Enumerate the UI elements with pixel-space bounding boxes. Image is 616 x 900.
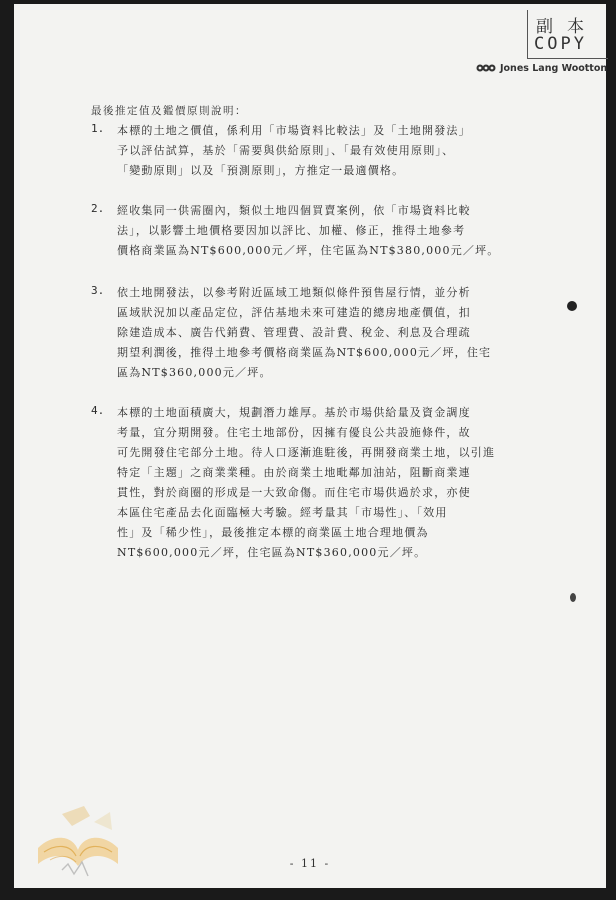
brand-logo-icon [476, 62, 496, 74]
copy-stamp-english: COPY [534, 34, 587, 54]
item-line: 法」，以影響土地價格要因加以評比、加權、修正，推得土地參考 [117, 224, 466, 237]
item-line: 期望利潤後，推得土地參考價格商業區為NT$600,000元／坪，住宅 [117, 346, 492, 359]
item-number: 3. [91, 284, 105, 297]
item-number: 4. [91, 404, 105, 417]
item-number: 1. [91, 122, 105, 135]
item-line: 可先開發住宅部分土地。待人口逐漸進駐後，再開發商業土地，以引進 [117, 446, 496, 459]
item-number: 2. [91, 202, 105, 215]
item-line: 區域狀況加以產品定位，評估基地未來可建造的總房地產價值，扣 [117, 306, 471, 319]
binder-hole-mark [567, 301, 577, 311]
section-heading: 最後推定值及鑑價原則說明： [91, 105, 247, 117]
item-line: 經收集同一供需圈內，類似土地四個買賣案例，依「市場資料比較 [117, 204, 471, 217]
item-line: 本標的土地之價值，係利用「市場資料比較法」及「土地開發法」 [117, 124, 471, 137]
item-line: 本區住宅產品去化面臨極大考驗。經考量其「市場性」、「效用 [117, 506, 448, 519]
item-line: 依土地開發法，以參考附近區域工地類似條件預售屋行情，並分析 [117, 286, 471, 299]
document-page [14, 4, 606, 888]
item-line: 特定「主題」之商業業種。由於商業土地毗鄰加油站，阻斷商業連 [117, 466, 471, 479]
brand-header [476, 62, 607, 74]
item-line: 除建造成本、廣告代銷費、管理費、設計費、稅金、利息及合理疏 [117, 326, 471, 339]
item-line: 價格商業區為NT$600,000元／坪，住宅區為NT$380,000元／坪。 [117, 244, 500, 257]
item-line: 區為NT$360,000元／坪。 [117, 366, 272, 379]
copy-stamp-chinese: 副本 [536, 17, 598, 37]
item-line: 考量，宜分期開發。住宅土地部份，因擁有優良公共設施條件，故 [117, 426, 471, 439]
item-line: 性」及「稀少性」，最後推定本標的商業區土地合理地價為 [117, 526, 429, 539]
item-line: NT$600,000元／坪，住宅區為NT$360,000元／坪。 [117, 546, 427, 559]
brand-name: Jones Lang Wootton [500, 62, 608, 74]
item-line: 「變動原則」以及「預測原則」，方推定一最適價格。 [117, 164, 405, 177]
book-watermark-icon [32, 804, 124, 884]
copy-stamp [527, 10, 608, 59]
item-line: 予以評估試算，基於「需要與供給原則」、「最有效使用原則」、 [117, 144, 455, 157]
binder-hole-mark [570, 593, 576, 602]
page-number: - 11 - [289, 857, 331, 870]
item-line: 本標的土地面積廣大，規劃潛力雄厚。基於市場供給量及資金調度 [117, 406, 471, 419]
item-line: 貫性，對於商圈的形成是一大致命傷。而住宅市場供過於求，亦使 [117, 486, 471, 499]
